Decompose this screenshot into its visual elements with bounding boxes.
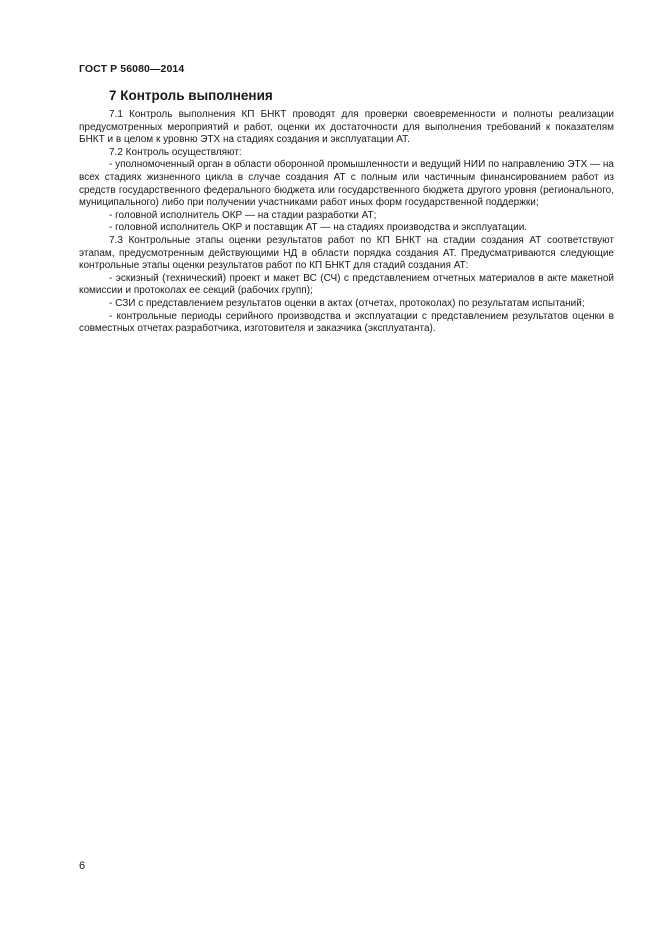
list-item-szi: - СЗИ с представлением результатов оценки в актах (отчетах, протоколах) по результатам испытаний; [109,297,585,309]
page-number: 6 [79,860,86,872]
paragraph-7-2: 7.2 Контроль осуществляют: [109,146,242,158]
list-item-control-periods: - контрольные периоды серийного производства и эксплуатации с представлением результатов оценки в совместных отчетах разработчика, изготовителя и заказчика (эксплуатанта). [79,310,614,335]
list-item-lead-contractor-supplier: - головной исполнитель ОКР и поставщик АТ — на стадиях производства и эксплуатации. [109,222,528,234]
paragraph-7-3: 7.3 Контрольные этапы оценки результатов работ по КП БНКТ на стадии создания АТ соответствуют этапам, предусмотренным действующими НД в области порядка создания АТ. Предусматриваются следующие контрольные этапы оценки результатов работ по КП БНКТ для стадий создания АТ: [79,234,614,272]
section-title: 7 Контроль выполнения [109,88,273,103]
document-code: ГОСТ Р 56080—2014 [79,63,185,75]
list-item-draft-project: - эскизный (технический) проект и макет ВС (СЧ) с представлением отчетных материалов в акте макетной комиссии и протоколах ее секций (рабочих групп); [79,272,614,297]
list-item-lead-contractor: - головной исполнитель ОКР — на стадии разработки АТ; [109,209,377,221]
list-item-authorized-body: - уполномоченный орган в области оборонной промышленности и ведущий НИИ по направлению ЭТХ — на всех стадиях жизненного цикла в случае создания АТ с полным или частичным финансированием работ из средств государственного федерального бюджета или государственного бюджета другого уровня (регионального, муниципального) либо при получении участниками работ иных форм государственной поддержки; [79,159,614,209]
section-body [79,109,614,336]
paragraph-7-1: 7.1 Контроль выполнения КП БНКТ проводят для проверки своевременности и полноты реализации предусмотренных мероприятий и работ, оценки их достаточности для выполнения требований к показателям БНКТ и в целом к уровню ЭТХ на стадиях создания и эксплуатации АТ. [79,109,614,146]
